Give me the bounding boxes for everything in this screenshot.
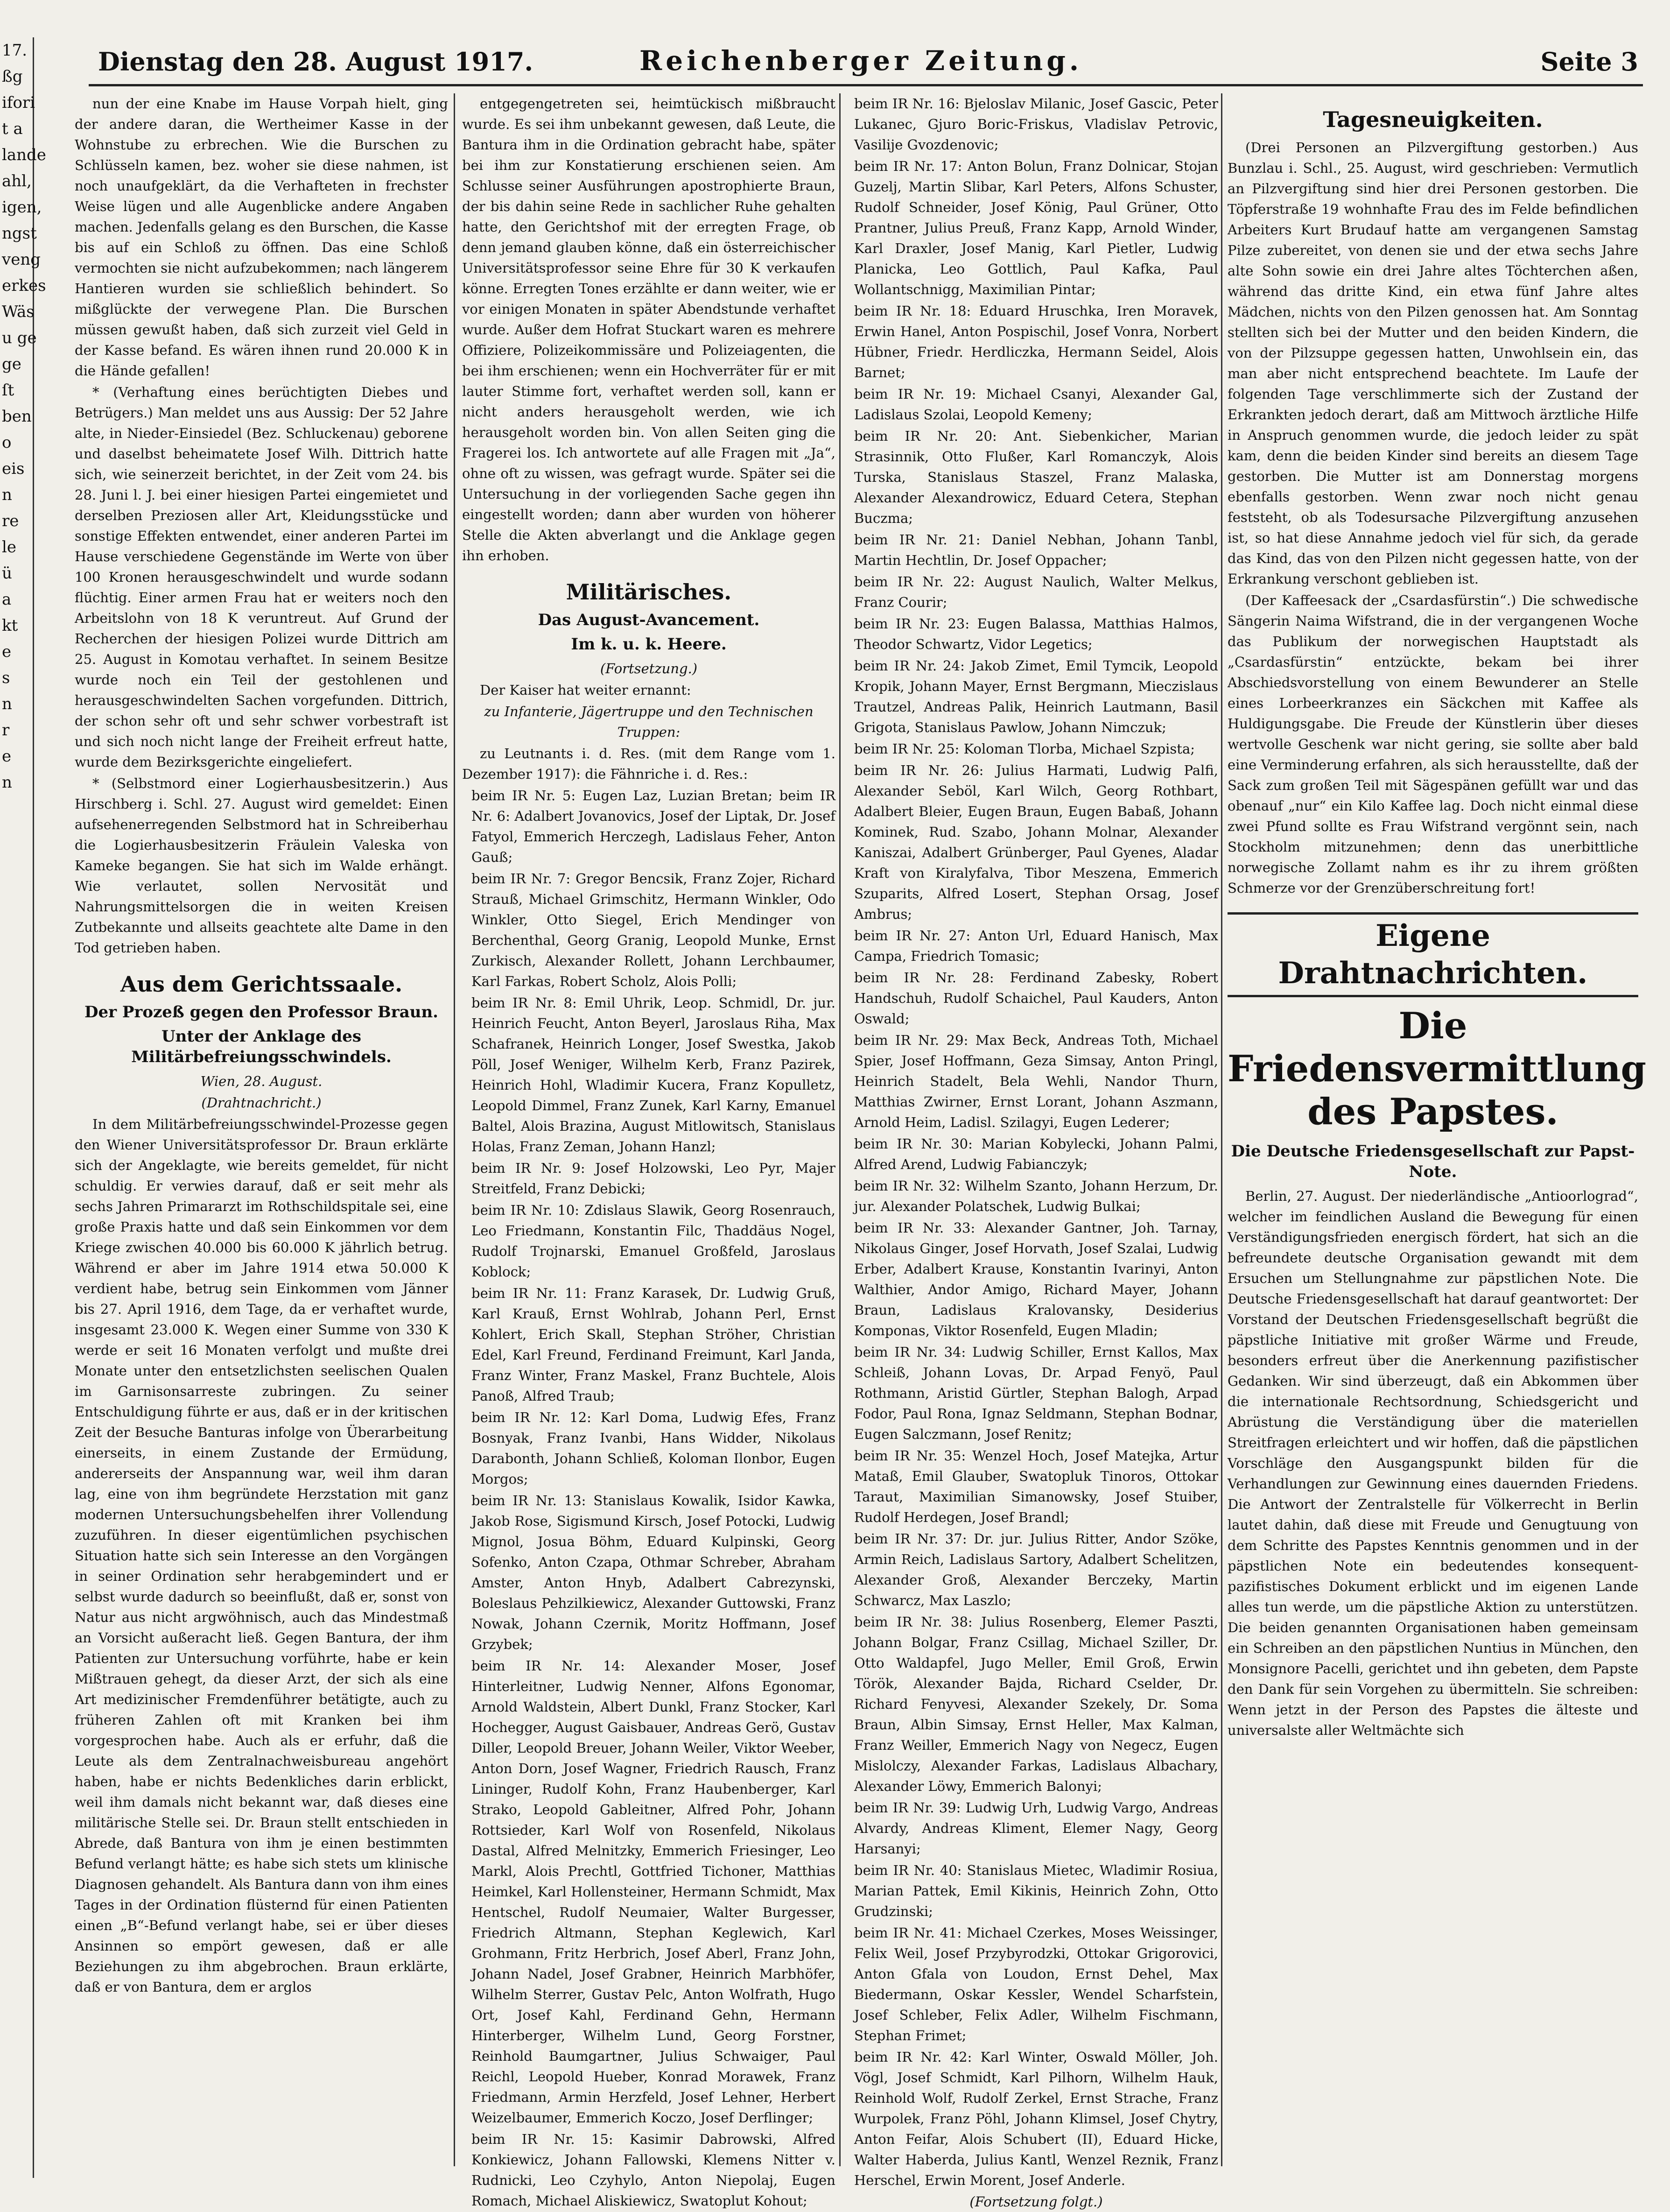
list-item: beim IR Nr. 18: Eduard Hruschka, Iren Moravek, Erwin Hanel, Anton Pospischil, Josef Vonra, Norbert Hübner, Friedr. Herdliczka, Hermann Seidel, Alois Barnet; bbox=[854, 303, 1218, 380]
article-text: * (Verhaftung eines berüchtigten Diebes und Betrügers.) Man meldet uns aus Aussig: Der 52 Jahre alte, in Nieder-Einsiedel (Bez. Schluckenau) geborene und daselbst beheimatete Josef Wilh. Dittrich hatte sich, wie seinerzeit berichtet, in der Zeit vom 24. bis 28. Juni l. J. bei einer hiesigen Partei eingemietet und derselben Preziosen aller Art, Kleidungsstücke und sonstige Effekten entwendet, einer anderen Partei im Hause verschiedene Gegenstände im Werte von über 100 Kronen herausgeschwindelt und wurde sodann flüchtig. Einer armen Frau hat er weiters noch den Arbeitslohn von 18 K veruntreut. Auf Grund der Recherchen der hiesigen Polizei wurde Dittrich am 25. August in Komotau verhaftet. In seinem Besitze wurde noch ein Teil der gestohlenen und herausgeschwindelten Sachen vorgefunden. Dittrich, der schon sehr oft und sehr schwer vorbestraft ist und sich noch nicht lange der Freiheit erfreut hatte, wurde dem Bezirksgerichte eingeliefert. bbox=[75, 384, 448, 770]
stub-line: ben bbox=[2, 407, 32, 426]
stub-line: ge bbox=[2, 355, 21, 373]
column-rule bbox=[839, 93, 841, 2166]
list-item: beim IR Nr. 21: Daniel Nebhan, Johann Tanbl, Martin Hechtlin, Dr. Josef Oppacher; bbox=[854, 532, 1218, 568]
list-item: beim IR Nr. 33: Alexander Gantner, Joh. Tarnay, Nikolaus Ginger, Josef Horvath, Josef Szalai, Ludwig Erber, Adalbert Krause, Konstantin Ivarinyi, Anton Walthier, Andor Amigo, Richard Mayer, Johann Braun, Ladislaus Kralovansky, Desiderius Komponas, Viktor Rosenfeld, Eugen Mladin; bbox=[854, 1220, 1218, 1338]
article-text: entgegengetreten sei, heimtückisch mißbraucht wurde. Es sei ihm unbekannt gewesen, daß Leute, die Bantura ihm in die Ordination gebracht habe, später bei ihm zur Konstatierung erschienen seien. Am Schlusse seiner Ausführungen apostrophierte Braun, der bis dahin seine Rede in sachlicher Ruhe gehalten hatte, den Gerichtshof mit der erregten Frage, ob denn jemand glauben könne, daß ein österreichischer Universitätsprofessor seine Ehre für 30 K verkaufen könne. Erregten Tones erzählte er dann weiter, wie er vor einigen Monaten in später Abendstunde verhaftet wurde. Außer dem Hofrat Stuckart waren es mehrere Offiziere, Polizeikommissäre und Polizeiagenten, die bei ihm erschienen; wenn ein Hochverräter für er mit lauter Stimme fort, verhaftet werden soll, kann er nicht anders herausgeholt werden, wie ich herausgeholt worden bin. Von allen Seiten ging die Fragerei los. Ich antwortete auf alle Fragen mit „Ja“, ohne oft zu wissen, was gefragt wurde. Später sei die Untersuchung in der vorliegenden Sache gegen ihn eingestellt worden; dann aber wurden von höherer Stelle die Akten abverlangt und die Anklage gegen ihn erhoben. bbox=[462, 96, 835, 564]
list-item: beim IR Nr. 42: Karl Winter, Oswald Möller, Joh. Vögl, Josef Schmidt, Karl Pilhorn, Wilhelm Hauk, Reinhold Wolf, Rudolf Zerkel, Ernst Strache, Franz Wurpolek, Franz Pöhl, Johann Klimsel, Josef Chytry, Anton Feifar, Alois Schubert (II), Eduard Hicke, Walter Haberda, Julius Kantl, Wenzel Reznik, Franz Herschel, Erwin Morent, Josef Anderle. bbox=[854, 2049, 1218, 2188]
stub-line: ſt bbox=[2, 381, 14, 400]
list-item: beim IR Nr. 34: Ludwig Schiller, Ernst Kallos, Max Schleiß, Johann Lovas, Dr. Arpad Fenyö, Paul Rothmann, Aristid Gürtler, Stephan Balogh, Arpad Fodor, Paul Rona, Ignaz Seldmann, Stephan Bodnar, Eugen Salczmann, Josef Renitz; bbox=[854, 1344, 1218, 1442]
section-heading: Tagesneuigkeiten. bbox=[1323, 107, 1543, 132]
stub-line: erkes bbox=[2, 276, 46, 295]
stub-line: ßg bbox=[2, 67, 23, 86]
article-text: zu Leutnants i. d. Res. (mit dem Range vom 1. Dezember 1917): die Fähnriche i. d. Res.: bbox=[462, 746, 835, 782]
stub-line: lande bbox=[2, 146, 46, 164]
stub-line: e bbox=[2, 642, 12, 661]
article-text: * (Selbstmord einer Logierhausbesitzerin.) Aus Hirschberg i. Schl. 27. August wird gemeldet: Einen aufsehenerregenden Selbstmord hat in Schreiberhau die Logierhausbesitzerin Fräulein Valeska von Kameke begangen. Sie hat sich im Walde erhängt. Wie verlautet, sollen Nervosität und Nahrungsmittelsorgen die in weiten Kreisen Zutbekannte und allseits geachtete alte Dame in den Tod getrieben haben. bbox=[75, 775, 448, 956]
list-item: beim IR Nr. 15: Kasimir Dabrowski, Alfred Konkiewicz, Johann Fallowski, Klemens Nitter v. Rudnicki, Leo Czyhylo, Anton Niepolaj, Eugen Romach, Michael Aliskiewicz, Swatoplut Kohout; bbox=[471, 2131, 835, 2209]
list-item: beim IR Nr. 12: Karl Doma, Ludwig Efes, Franz Bosnyak, Franz Ivanbi, Hans Widder, Nikolaus Darabonth, Johann Schließ, Koloman Ilonbor, Eugen Morgos; bbox=[471, 1409, 835, 1487]
stub-line: re bbox=[2, 512, 19, 530]
list-item: beim IR Nr. 29: Max Beck, Andreas Toth, Michael Spier, Josef Hoffmann, Geza Simsay, Anton Pringl, Heinrich Stadelt, Bela Wehli, Nandor Thurn, Matthias Zwirner, Ernst Lorant, Johann Aszmann, Arnold Heim, Ladisl. Szilagyi, Eugen Lederer; bbox=[854, 1032, 1218, 1130]
list-item: beim IR Nr. 19: Michael Csanyi, Alexander Gal, Ladislaus Szolai, Leopold Kemeny; bbox=[854, 386, 1218, 423]
column-rule bbox=[454, 93, 455, 2166]
masthead bbox=[89, 33, 1643, 86]
article-subheadline: Unter der Anklage des Militärbefreiungsschwindels. bbox=[131, 1027, 392, 1066]
list-item: beim IR Nr. 25: Koloman Tlorba, Michael Szpista; bbox=[854, 741, 1195, 757]
stub-line: 17. bbox=[2, 41, 28, 60]
stub-line: n bbox=[2, 695, 12, 713]
list-item: beim IR Nr. 9: Josef Holzowski, Leo Pyr, Majer Streitfeld, Franz Debicki; bbox=[471, 1160, 835, 1197]
stub-line: u ge bbox=[2, 329, 37, 347]
list-item: beim IR Nr. 38: Julius Rosenberg, Elemer Paszti, Johann Bolgar, Franz Csillag, Michael Sziller, Dr. Otto Waldapfel, Jugo Meller, Emil Groß, Erwin Török, Alexander Bajda, Richard Cselder, Dr. Richard Fenyvesi, Alexander Szekely, Dr. Soma Braun, Albin Simsay, Ernst Heller, Max Kalman, Franz Weiller, Emmerich Nagy von Negecz, Eugen Mislolczy, Alexander Farkas, Ladislaus Albachary, Alexander Löwy, Emmerich Balonyi; bbox=[854, 1614, 1218, 1794]
lead-headline: Die Friedensvermittlung des Papstes. bbox=[1228, 1005, 1646, 1133]
continuation-note: (Fortsetzung folgt.) bbox=[969, 2194, 1103, 2210]
left-column-stub bbox=[0, 37, 46, 2178]
column-3 bbox=[845, 93, 1218, 2210]
stub-line: a bbox=[2, 590, 12, 609]
list-item: beim IR Nr. 5: Eugen Laz, Luzian Bretan; beim IR Nr. 6: Adalbert Jovanovics, Josef der Liptak, Dr. Josef Fatyol, Emmerich Herczegh, Ladislaus Feher, Anton Gauß; bbox=[471, 788, 835, 865]
stub-line: ahl, bbox=[2, 172, 32, 190]
stub-line: r bbox=[2, 721, 10, 740]
stub-line: kt bbox=[2, 616, 18, 635]
article-subheadline: Im k. u. k. Heere. bbox=[571, 635, 727, 654]
stub-line: le bbox=[2, 538, 16, 557]
promotion-list bbox=[462, 785, 835, 2211]
column-4 bbox=[1228, 93, 1646, 2166]
list-item: beim IR Nr. 16: Bjeloslav Milanic, Josef Gascic, Peter Lukanec, Gjuro Boric-Friskus, Vladislav Petrovic, Vasilije Gvozdenovic; bbox=[854, 96, 1218, 153]
article-text: zu Infanterie, Jägertruppe und den Technischen Truppen: bbox=[484, 704, 814, 740]
article-text: (Drei Personen an Pilzvergiftung gestorben.) Aus Bunzlau i. Schl., 25. August, wird geschrieben: Vermutlich an Pilzvergiftung sind hier drei Personen gestorben. Die Töpferstraße 19 wohnhafte Frau des im Felde befindlichen Arbeiters Kurt Brudauf hatte am vergangenen Samstag Pilze zubereitet, von denen sie und der etwa sechs Jahre alte Sohn sowie ein drei Jahre altes Töchterchen aßen, während das dritte Kind, ein etwa fünf Jahre altes Mädchen, nichts von den Pilzen genossen hat. Am Sonntag stellten sich bei der Mutter und den beiden Kindern, die von der Pilzsuppe gegessen hatten, Unwohlsein ein, das man aber nicht entsprechend beachtete. Im Laufe der folgenden Tage verschlimmerte sich der Zustand der Erkrankten jedoch derart, daß am Mittwoch ärztliche Hilfe in Anspruch genommen wurde, die jedoch leider zu spät kam, denn die beiden Kinder sind bereits an diesem Tage gestorben. Die Mutter ist am Donnerstag morgens ebenfalls gestorben. Wenn zwar noch nicht genau feststeht, ob als Todesursache Pilzvergiftung anzusehen ist, so hat diese Annahme jedoch viel für sich, da gerade das Kind, das von den Pilzen nicht gegessen hatte, von der Erkrankung verschont geblieben ist. bbox=[1228, 140, 1638, 587]
list-item: beim IR Nr. 20: Ant. Siebenkicher, Marian Strasinnik, Otto Flußer, Karl Romanczyk, Alois Turska, Stanislaus Staszel, Franz Malaska, Alexander Alexandrowicz, Eduard Cetera, Stephan Buczma; bbox=[854, 428, 1218, 526]
stub-line: n bbox=[2, 773, 12, 792]
list-item: beim IR Nr. 8: Emil Uhrik, Leop. Schmidl, Dr. jur. Heinrich Feucht, Anton Beyerl, Jaroslaus Riha, Max Schafranek, Heinrich Longer, Josef Swestka, Jakob Pöll, Josef Weniger, Wilhelm Kerb, Franz Pazirek, Heinrich Hohl, Wladimir Kucera, Franz Kopulletz, Leopold Dimmel, Franz Zunek, Karl Karny, Emanuel Baltel, Alois Brazina, August Mitlowitsch, Stanislaus Holas, Franz Zeman, Johann Hanzl; bbox=[471, 995, 835, 1155]
list-item: beim IR Nr. 17: Anton Bolun, Franz Dolnicar, Stojan Guzelj, Martin Slibar, Karl Peters, Alfons Schuster, Rudolf Schneider, Josef König, Paul Grüner, Otto Prantner, Julius Preuß, Franz Kapp, Arnold Winder, Karl Draxler, Josef Manig, Karl Pietler, Ludwig Planicka, Leo Gottlich, Paul Kafka, Paul Wollantschnigg, Maximilian Pintar; bbox=[854, 158, 1218, 297]
article-headline: Das August-Avancement. bbox=[538, 611, 760, 629]
list-item: beim IR Nr. 23: Eugen Balassa, Matthias Halmos, Theodor Schwartz, Vidor Legetics; bbox=[854, 616, 1218, 652]
list-item: beim IR Nr. 14: Alexander Moser, Josef Hinterleitner, Ludwig Nenner, Alfons Egonomar, Arnold Waldstein, Albert Dunkl, Franz Stocker, Karl Hochegger, August Gaisbauer, Andreas Gerö, Gustav Diller, Leopold Breuer, Johann Weiler, Viktor Weeber, Anton Dorn, Josef Wagner, Friedrich Rausch, Franz Lininger, Rudolf Kohn, Franz Haubenberger, Karl Strako, Leopold Gableitner, Alfred Pohr, Johann Rottsieder, Karl Wolf von Rosenfeld, Nikolaus Dastal, Alfred Melnitzky, Emmerich Friesinger, Leo Markl, Alois Prechtl, Gottfried Tichoner, Matthias Heimkel, Karl Hollensteiner, Hermann Schmidt, Max Hentschel, Rudolf Neumaier, Walter Burgesser, Friedrich Altmann, Stephan Keglewich, Karl Grohmann, Fritz Herbrich, Josef Aberl, Franz John, Johann Nadel, Josef Grabner, Heinrich Marbhöfer, Wilhelm Sterrer, Gustav Pelc, Anton Wolfrath, Hugo Ort, Josef Kahl, Ferdinand Gehn, Hermann Hinterberger, Wilhelm Lund, Georg Forstner, Reinhold Baumgartner, Julius Schwaiger, Paul Reichl, Leopold Hueber, Konrad Morawek, Franz Friedmann, Armin Herzfeld, Josef Lehner, Herbert Weizelbaumer, Emmerich Koczo, Josef Derflinger; bbox=[471, 1658, 835, 2126]
article-text: (Der Kaffeesack der „Csardasfürstin“.) Die schwedische Sängerin Naima Wifstrand, die in der vergangenen Woche das Publikum der norwegischen Hauptstadt als „Csardasfürstin“ entzückte, bekam bei ihrer Abschiedsvorstellung von einem Bewunderer an Stelle eines Lorbeerkranzes ein Säckchen mit Kaffee als Huldigungsgabe. Die Freude der Künstlerin über dieses wertvolle Geschenk war nicht gering, sie sollte aber bald eine Verminderung erfahren, als sich herausstellte, daß der Sack zum großen Teil mit Sägespänen gefüllt war und das obenauf „nur“ ein Kilo Kaffee lag. Doch nicht einmal diese zwei Pfund sollte es Frau Wifstrand vergönnt sein, nach Stockholm mitzunehmen; denn das unerbittliche norwegische Zollamt nahm es ihr zu ihrem größten Schmerze vor der Grenzüberschreitung fort! bbox=[1228, 592, 1638, 896]
stub-line: ifori bbox=[2, 93, 35, 112]
article-headline: Der Prozeß gegen den Professor Braun. bbox=[84, 1003, 439, 1021]
list-item: beim IR Nr. 30: Marian Kobylecki, Johann Palmi, Alfred Arend, Ludwig Fabianczyk; bbox=[854, 1136, 1218, 1172]
stub-line: ü bbox=[2, 564, 12, 583]
article-text: Der Kaiser hat weiter ernannt: bbox=[480, 682, 691, 698]
stub-line: s bbox=[2, 669, 10, 687]
newspaper-name: Reichenberger Zeitung. bbox=[639, 45, 1083, 77]
list-item: beim IR Nr. 41: Michael Czerkes, Moses Weissinger, Felix Weil, Josef Przybyrodzki, Ottokar Grigorovici, Anton Gfala von Loudon, Ernst Dehel, Max Biedermann, Oskar Kessler, Wendel Scharfstein, Josef Schleber, Felix Adler, Wilhelm Fischmann, Stephan Frimet; bbox=[854, 1925, 1218, 2043]
stub-line: n bbox=[2, 486, 12, 504]
continuation-note: (Fortsetzung.) bbox=[600, 661, 698, 676]
stub-line: e bbox=[2, 747, 12, 766]
list-item: beim IR Nr. 26: Julius Harmati, Ludwig Palfi, Alexander Seböl, Karl Wilch, Georg Rothbart, Adalbert Bleier, Eugen Braun, Eugen Babaß, Johann Kominek, Rud. Szabo, Johann Molnar, Alexander Kaniszai, Adalbert Grünberger, Paul Gyenes, Aladar Kraft von Kiralyfalva, Tibor Meszena, Emmerich Szuparits, Alfred Losert, Stephan Orsag, Josef Ambrus; bbox=[854, 762, 1218, 922]
stub-line: Wäs bbox=[2, 303, 35, 321]
stub-line: veng bbox=[2, 250, 41, 269]
stub-line: ngst bbox=[2, 224, 37, 243]
article-text: In dem Militärbefreiungsschwindel-Prozesse gegen den Wiener Universitätsprofessor Dr. Braun erklärte sich der Angeklagte, wie bereits gemeldet, für nicht schuldig. Er verwies darauf, daß er seit mehr als sechs Jahren Primararzt im Rothschildspitale sei, eine große Praxis hatte und daß sein Einkommen vor dem Kriege zwischen 40.000 bis 60.000 K jährlich betrug. Während er aber im Jahre 1914 etwa 50.000 K verdient habe, betrug sein Einkommen vom Jänner bis 27. April 1916, dem Tage, da er verhaftet wurde, insgesamt 23.000 K. Wegen einer Summe von 330 K werde er seit 16 Monaten verfolgt und mußte drei Monate unter den entsetzlichsten seelischen Qualen im Garnisonsarreste zubringen. Zu seiner Entschuldigung führte er aus, daß er in der kritischen Zeit der Besuche Banturas infolge von Überarbeitung einerseits, in einem Zustande der Ermüdung, andererseits der Anspannung war, weil ihm daran lag, eine von ihm begründete Herzstation mit ganz modernen Untersuchungsbehelfen ihrer Vollendung zuzuführen. In dieser eigentümlichen psychischen Situation hatte sich sein Interesse an den Vorgängen in seiner Ordination sehr herabgemindert und er selbst wurde dadurch so beeinflußt, daß er, sonst von Natur aus nicht argwöhnisch, auch das Mindestmaß an Vorsicht außeracht ließ. Gegen Bantura, der ihm Patienten zur Untersuchung vorführte, habe er kein Mißtrauen gehegt, da dieser Arzt, der sich als eine Art medizinischer Fremdenführer betätigte, auch zu früheren Zahlen oft mit Kranken bei ihm vorgesprochen habe. Auch als er erfuhr, daß die Leute als dem Zentralnachweisbureau angehört haben, habe er nichts Bedenkliches darin erblickt, weil ihm damals nicht bekannt war, daß dieses eine militärische Stelle sei. Dr. Braun stellt entschieden in Abrede, daß Bantura von ihm je einen bestimmten Befund verlangt hätte; es habe sich stets um klinische Diagnosen gehandelt. Als Bantura dann von ihm eines Tages in der Ordination flüsternd für einen Patienten einen „B“-Befund verlangt habe, sei er über dieses Ansinnen so empört gewesen, daß er alle Beziehungen zu ihm abgebrochen. Braun erklärte, daß er von Bantura, dem er arglos bbox=[75, 1116, 448, 1995]
stub-line: o bbox=[2, 433, 12, 452]
list-item: beim IR Nr. 24: Jakob Zimet, Emil Tymcik, Leopold Kropik, Johann Mayer, Ernst Bergmann, Mieczislaus Trautzel, Andreas Palik, Heinrich Lautmann, Basil Grigota, Stanislaus Pawlow, Johann Nimczuk; bbox=[854, 658, 1218, 735]
list-item: beim IR Nr. 28: Ferdinand Zabesky, Robert Handschuh, Rudolf Schaichel, Paul Kauders, Anton Oswald; bbox=[854, 970, 1218, 1027]
source-note: (Drahtnachricht.) bbox=[201, 1095, 322, 1111]
dateline: Wien, 28. August. bbox=[200, 1073, 323, 1089]
section-heading: Militärisches. bbox=[566, 579, 732, 605]
list-item: beim IR Nr. 13: Stanislaus Kowalik, Isidor Kawka, Jakob Rose, Sigismund Kirsch, Josef Potocki, Ludwig Mignol, Josua Böhm, Eduard Kulpinski, Georg Sofenko, Anton Czapa, Othmar Schreber, Abraham Amster, Anton Hnyb, Adalbert Cabrezynski, Boleslaus Pehzilkiewicz, Alexander Guttowski, Franz Nowak, Johann Czernik, Moritz Hoffmann, Josef Grzybek; bbox=[471, 1493, 835, 1652]
list-item: beim IR Nr. 40: Stanislaus Mietec, Wladimir Rosiua, Marian Pattek, Emil Kikinis, Heinrich Zohn, Otto Grudzinski; bbox=[854, 1862, 1218, 1919]
section-banner: Eigene Drahtnachrichten. bbox=[1228, 912, 1638, 997]
page-number: Seite 3 bbox=[1540, 47, 1638, 77]
stub-line: igen, bbox=[2, 198, 42, 217]
list-item: beim IR Nr. 27: Anton Url, Eduard Hanisch, Max Campa, Friedrich Tomasic; bbox=[854, 928, 1218, 964]
list-item: beim IR Nr. 11: Franz Karasek, Dr. Ludwig Gruß, Karl Krauß, Ernst Wohlrab, Johann Perl, Ernst Kohlert, Erich Skall, Stephan Ströher, Christian Edel, Karl Freund, Ferdinand Freimunt, Karl Janda, Franz Winter, Franz Maskel, Franz Buchtele, Alois Panoß, Alfred Traub; bbox=[471, 1285, 835, 1404]
column-1 bbox=[75, 93, 448, 2166]
list-item: beim IR Nr. 22: August Naulich, Walter Melkus, Franz Courir; bbox=[854, 574, 1218, 610]
article-subheadline: Die Deutsche Friedensgesellschaft zur Papst-Note. bbox=[1231, 1142, 1635, 1181]
stub-line: t a bbox=[2, 120, 23, 138]
list-item: beim IR Nr. 7: Gregor Bencsik, Franz Zojer, Richard Strauß, Michael Grimschitz, Hermann Winkler, Odo Winkler, Otto Siegel, Erich Mendinger von Berchenthal, Georg Granig, Leopold Munke, Ernst Zurkisch, Alexander Rollett, Johann Lerchbaumer, Karl Farkas, Robert Scholz, Alois Polli; bbox=[471, 871, 835, 989]
list-item: beim IR Nr. 10: Zdislaus Slawik, Georg Rosenrauch, Leo Friedmann, Konstantin Filc, Thaddäus Nogel, Rudolf Trojnarski, Emanuel Großfeld, Jaroslaus Koblock; bbox=[471, 1202, 835, 1280]
section-heading: Aus dem Gerichtssaale. bbox=[120, 972, 403, 997]
article-text: Berlin, 27. August. Der niederländische „Antioorlograd“, welcher im feindlichen Ausland die Bewegung für einen Verständigungsfrieden energisch fördert, hat sich an die befreundete deutsche Organisation gewandt mit dem Ersuchen um Stellungnahme zur päpstlichen Note. Die Deutsche Friedensgesellschaft hat darauf geantwortet: Der Vorstand der Deutschen Friedensgesellschaft begrüßt die päpstliche Initiative mit großer Wärme und Freude, besonders erfreut über die Anerkennung pazifistischer Gedanken. Wir sind überzeugt, daß ein Abkommen über die internationale Rechtsordnung, Schiedsgericht und Abrüstung die Verständigung über die materiellen Streitfragen erleichtert und wir hoffen, daß die päpstlichen Vorschläge den Ausgangspunkt bilden für die Verhandlungen zur Gewinnung eines dauernden Friedens. Die Antwort der Zentralstelle für Völkerrecht in Berlin lautet dahin, daß diese mit Freude und Genugtuung von dem Schritte des Papstes Kenntnis genommen und in der päpstlichen Note ein bedeutendes konsequent-pazifistisches Dokument erblickt und im eigenen Lande alles tun werde, um die päpstliche Aktion zu unterstützen. Die beiden genannten Organisationen haben gemeinsam ein Schreiben an den päpstlichen Nuntius in München, den Monsignore Pacelli, gerichtet und ihn gebeten, dem Papste den Dank für sein Vorgehen zu übermitteln. Sie schreiben: Wenn jetzt in der Person des Papstes die älteste und universalste aller Weltmächte sich bbox=[1228, 1188, 1638, 1738]
column-2 bbox=[462, 93, 835, 2209]
list-item: beim IR Nr. 37: Dr. jur. Julius Ritter, Andor Szöke, Armin Reich, Ladislaus Sartory, Adalbert Schelitzen, Alexander Groß, Alexander Berczeky, Martin Schwarcz, Max Laszlo; bbox=[854, 1531, 1218, 1608]
list-item: beim IR Nr. 39: Ludwig Urh, Ludwig Vargo, Andreas Alvardy, Andreas Kliment, Elemer Nagy, Georg Harsanyi; bbox=[854, 1800, 1218, 1857]
column-rule bbox=[1221, 93, 1222, 2166]
list-item: beim IR Nr. 32: Wilhelm Szanto, Johann Herzum, Dr. jur. Alexander Polatschek, Ludwig Bulkai; bbox=[854, 1178, 1218, 1214]
list-item: beim IR Nr. 35: Wenzel Hoch, Josef Matejka, Artur Mataß, Emil Glauber, Swatopluk Tinoros, Ottokar Taraut, Maximilian Simanowsky, Josef Stuiber, Rudolf Herdegen, Josef Brandl; bbox=[854, 1448, 1218, 1525]
issue-date: Dienstag den 28. August 1917. bbox=[98, 47, 533, 77]
article-text: nun der eine Knabe im Hause Vorpah hielt, ging der andere daran, die Wertheimer Kasse in der Wohnstube zu erbrechen. Wie die Burschen zu Schlüsseln kamen, bez. woher sie diese nahmen, ist noch unaufgeklärt, da die Verhafteten in frechster Weise lügen und alle Augenblicke andere Angaben machen. Jedenfalls gelang es den Burschen, die Kasse bis auf ein Schloß zu öffnen. Das eine Schloß vermochten sie nicht aufzubekommen; nach längerem Hantieren wurden sie schließlich behindert. So mißglückte der verwegene Plan. Die Burschen müssen gewußt haben, daß sich zurzeit viel Geld in der Kasse befand. Es wären ihnen rund 20.000 K in die Hände gefallen! bbox=[75, 96, 448, 379]
stub-line: eis bbox=[2, 459, 25, 478]
